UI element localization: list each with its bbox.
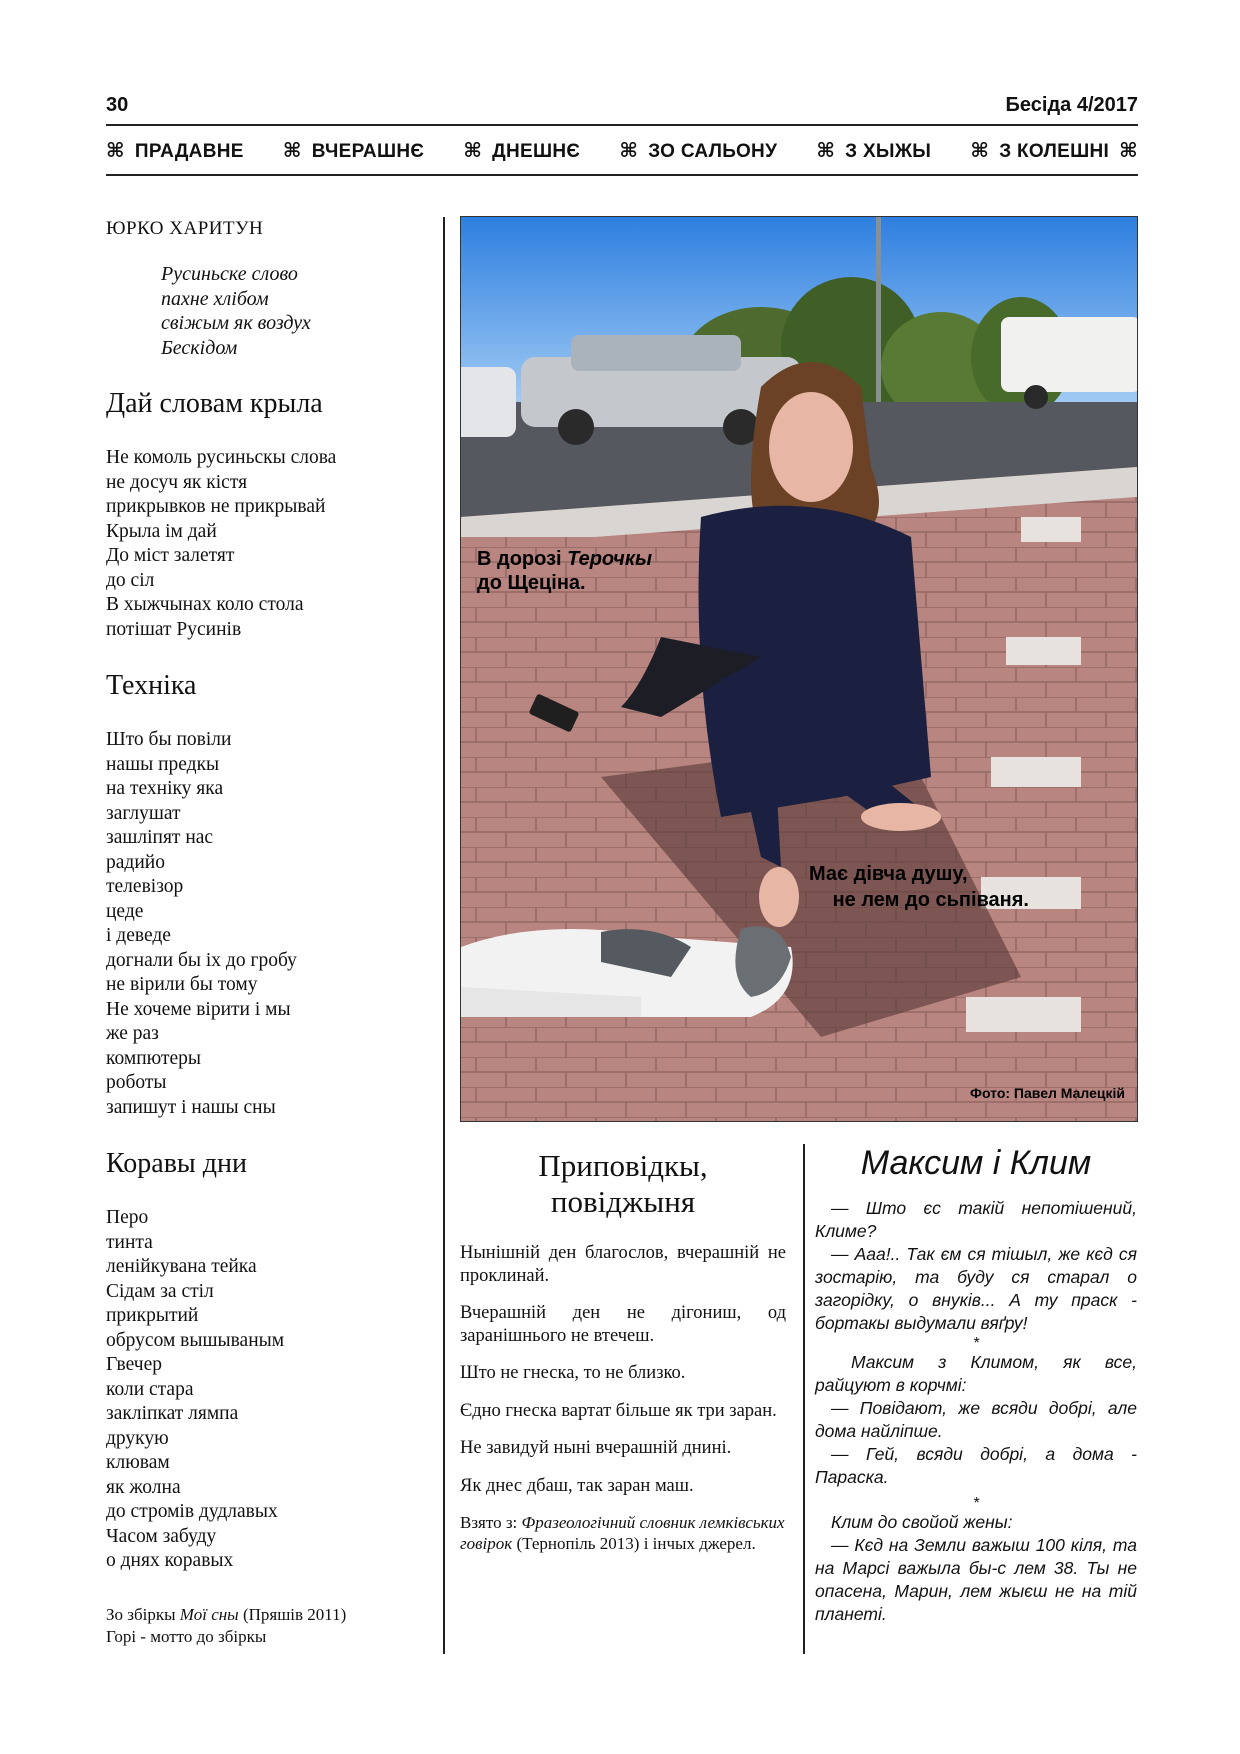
proverb: Што не гнеска, то не близко. — [460, 1363, 686, 1383]
nav-item-z-khyzhy: ⌘ З ХЫЖЫ — [816, 140, 932, 162]
proverb: Не завидуй ныні вчерашній днині. — [460, 1438, 732, 1458]
poem-line: Не хочеме вірити і мы — [106, 998, 291, 1020]
book-title: Мої сны — [179, 1604, 239, 1624]
separator-icon: ⌘ — [970, 140, 990, 162]
poem-line: друкую — [106, 1427, 169, 1449]
poem-line: запишут і нашы сны — [106, 1096, 276, 1118]
nav-item-zo-salonu: ⌘ ЗО САЛЬОНУ — [619, 140, 778, 162]
poem-line: о днях коравых — [106, 1550, 234, 1571]
separator-icon: ⌘ — [463, 140, 483, 162]
section-nav — [106, 138, 1138, 163]
proverbs-title: Приповідкы, повіджыня — [538, 1148, 708, 1219]
motto — [161, 262, 426, 360]
joke-line: — Кєд на Земли важыш 100 кіля, та на Марсі важыла бы-с лем 38. Ты не опасена, Марин, лем жыєш не на тій планеті. — [815, 1535, 1137, 1624]
proverb: Як днес дбаш, так заран маш. — [460, 1475, 694, 1496]
photo — [460, 216, 1138, 1122]
poem-line: ленійкувана тейка — [106, 1256, 257, 1277]
motto-line: Бескідом — [161, 336, 238, 359]
joke-line: Максим з Климом, як все, райцуют в корчмі: — [815, 1352, 1137, 1395]
poem-line: до сіл — [106, 569, 155, 591]
separator-icon: ⌘ — [1119, 140, 1138, 162]
motto-line: пахне хлібом — [161, 287, 269, 310]
nav-item-vcherashnie: ⌘ ВЧЕРАШНЄ — [282, 140, 425, 162]
poem-title: Дай словам крыла — [106, 388, 323, 419]
page-number: 30 — [106, 94, 129, 116]
proverb: Нынішній ден благослов, вчерашній не проклинай. — [460, 1243, 786, 1286]
poem-line: роботы — [106, 1072, 167, 1093]
star-separator: * — [972, 1495, 980, 1512]
separator-icon: ⌘ — [816, 140, 836, 162]
separator-icon: ⌘ — [619, 140, 639, 162]
poem-line: Гвечер — [106, 1354, 163, 1375]
poem-line: зашліпят нас — [106, 827, 214, 848]
photo-caption-2: Має дівча душу, не лем до сьпіваня. — [809, 863, 1029, 911]
poem-title: Техніка — [106, 670, 197, 701]
proverbs-source: Взято з: Фразеологічний словник лемківських говірок (Тернопіль 2013) і інчых джерел. — [460, 1513, 785, 1553]
star-separator: * — [972, 1335, 980, 1352]
poem-line: цеде — [106, 900, 144, 922]
poem-line: телевізор — [106, 876, 184, 897]
header-rule-bottom — [106, 174, 1138, 176]
photo-caption: В дорозі Терочкы до Щеціна. — [477, 548, 653, 594]
poem-line: компютеры — [106, 1047, 201, 1069]
photo-image — [461, 217, 1137, 1121]
photo-credit: Фото: Павел Малецкій — [970, 1085, 1125, 1101]
header-rule-top — [106, 124, 1138, 126]
nav-item-pradavne: ⌘ ПРАДАВНЕ — [106, 140, 244, 162]
proverbs-column — [460, 1148, 786, 1554]
separator-icon: ⌘ — [282, 140, 302, 162]
poem-line: радийо — [106, 851, 165, 873]
jokes-title: Максим і Клим — [860, 1144, 1092, 1182]
poem-line: догнали бы іх до гробу — [106, 949, 297, 971]
author-name: ЮРКО ХАРИТУН — [106, 218, 264, 239]
column-divider — [443, 217, 445, 1654]
separator-icon: ⌘ — [106, 140, 125, 162]
poem-title: Коравы дни — [106, 1148, 247, 1179]
motto-line: свіжым як воздух — [161, 312, 311, 334]
poem-line: прикрытий — [106, 1305, 199, 1326]
poems-column — [106, 218, 426, 1648]
poem-line: Часом забуду — [106, 1525, 217, 1547]
joke-line: — Ааа!.. Так єм ся тішыл, же кєд ся зостарію, та буду ся старал о загорідку, о внуків... А ту праск - бортакы выдумали вяґру! — [815, 1244, 1137, 1333]
poem-body — [106, 446, 426, 642]
page-header — [106, 94, 1138, 176]
poem-line: Сідам за стіл — [106, 1280, 214, 1302]
poem-line: Крыла ім дай — [106, 520, 217, 542]
proverb: Вчерашній ден не дігониш, од заранішнього не втечеш. — [460, 1303, 786, 1346]
poem-line: Не комоль русиньскы слова — [106, 447, 337, 468]
poem-line: закліпкат лямпа — [106, 1403, 239, 1424]
poem-line: Што бы повіли — [106, 729, 232, 750]
poem-line: заглушат — [106, 802, 181, 824]
poem-line: не досуч як кістя — [106, 471, 248, 493]
poem-line: потішат Русинів — [106, 618, 242, 640]
proverb: Єдно гнеска вартат більше як три заран. — [460, 1400, 777, 1421]
joke-line: — Повідают, же всяди добрі, але дома найліпше. — [815, 1398, 1137, 1441]
poem-line: клювам — [106, 1452, 170, 1473]
joke-line: Клим до свойой жены: — [831, 1512, 1013, 1532]
nav-item-z-koleshni: ⌘ З КОЛЕШНІ ⌘ — [970, 140, 1138, 162]
poem-line: до стромів дудлавых — [106, 1501, 278, 1522]
poems-source: Зо збіркы Мої сны (Пряшів 2011) Горі - мотто до збіркы — [106, 1604, 347, 1646]
poem-line: Перо — [106, 1207, 149, 1228]
joke-line: — Што єс такій непотішений, Климе? — [815, 1198, 1137, 1241]
poem-line: як жолна — [106, 1476, 181, 1498]
poem-body — [106, 1206, 426, 1574]
poem-line: і деведе — [106, 925, 171, 946]
nav-item-dneshnie: ⌘ ДНЕШНЄ — [463, 140, 581, 162]
poem-body — [106, 728, 426, 1120]
poem-line: нашы предкы — [106, 753, 220, 775]
issue-label: Бесіда 4/2017 — [1005, 94, 1138, 116]
motto-line: Русиньске слово — [161, 263, 298, 285]
poem-line: не вірили бы тому — [106, 974, 258, 995]
poem-line: тинта — [106, 1231, 153, 1253]
poem-line: прикрывков не прикрывай — [106, 496, 326, 517]
poem-line: В хыжчынах коло стола — [106, 594, 304, 615]
poem-line: же раз — [106, 1023, 159, 1044]
poem-line: коли стара — [106, 1378, 194, 1400]
poem-line: До міст залетят — [106, 545, 235, 566]
joke-line: — Гей, всяди добрі, а дома - Параска. — [815, 1444, 1137, 1487]
poem-line: обрусом вышываным — [106, 1329, 285, 1351]
jokes-column — [815, 1144, 1137, 1626]
poem-line: на техніку яка — [106, 778, 224, 799]
column-divider — [803, 1144, 805, 1654]
